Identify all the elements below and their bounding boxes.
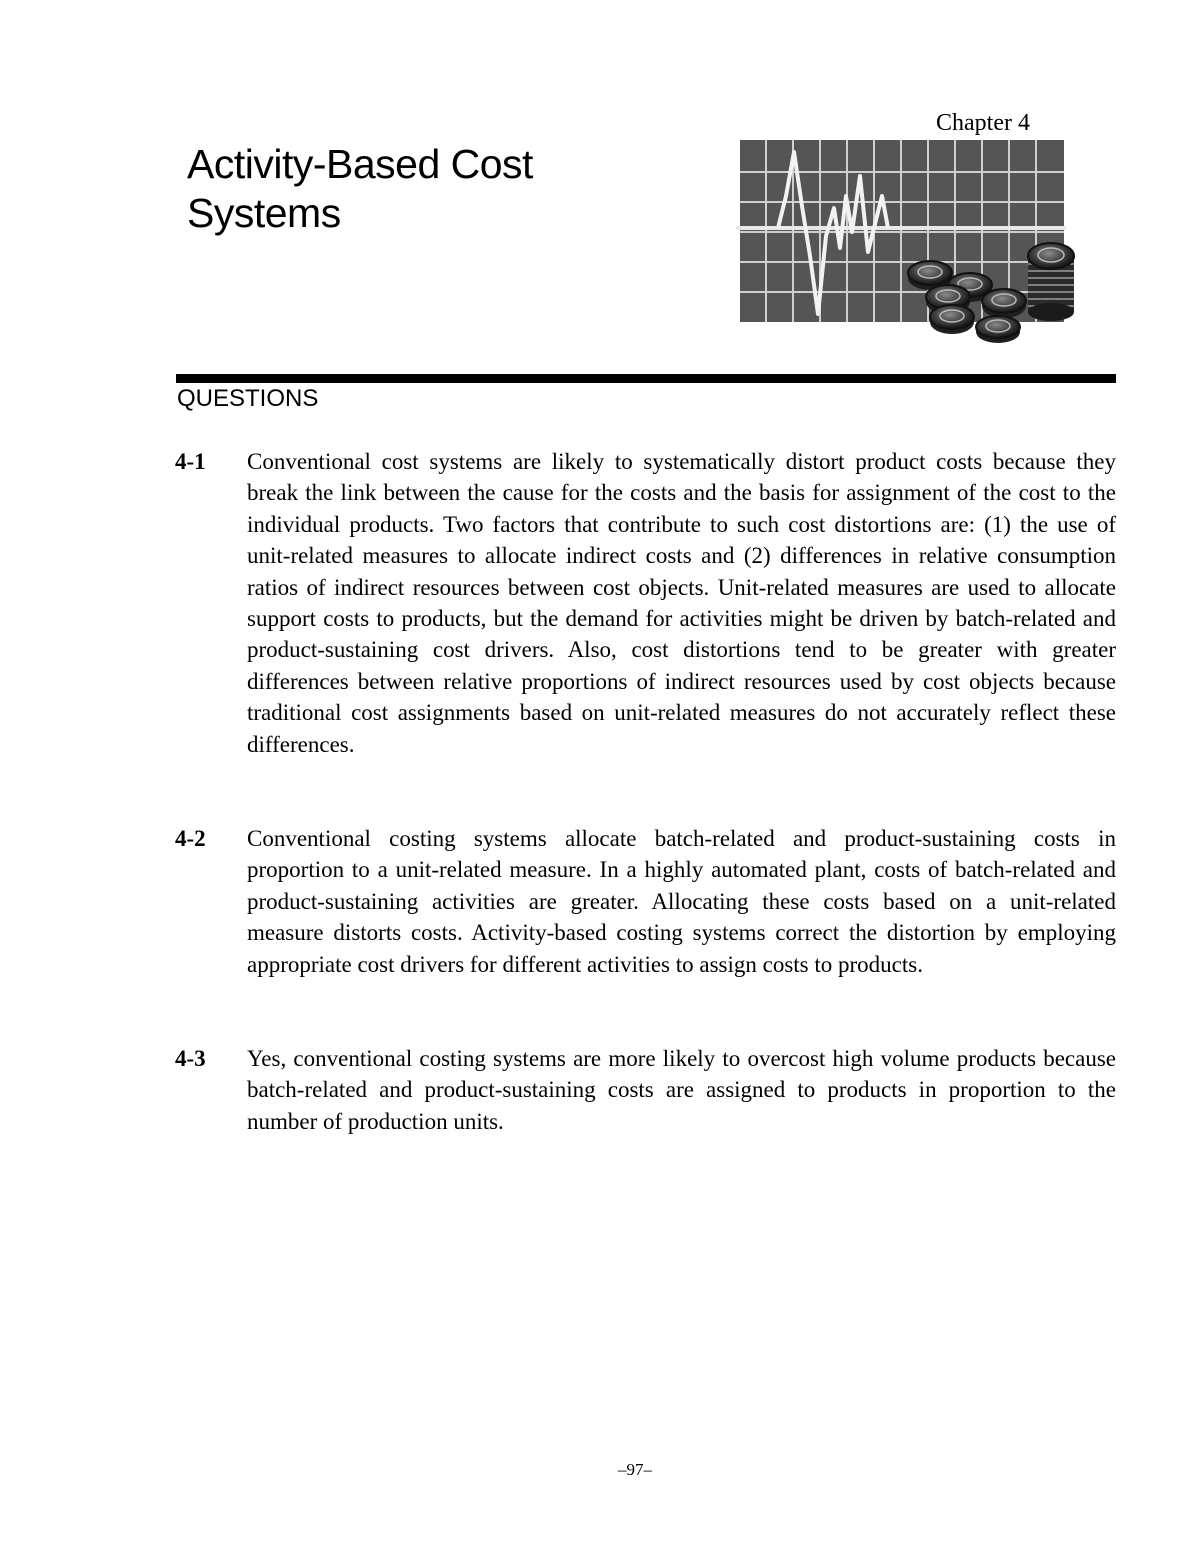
coin-stack: [1028, 243, 1074, 321]
question-number: 4-1: [175, 449, 206, 474]
chart-and-coins-illustration: [736, 136, 1080, 348]
chapter-title-line-2: Systems: [187, 190, 341, 236]
question-text: Conventional cost systems are likely to systematically distort product costs because they break the link between the cause for the costs and the basis for assignment of the cost to the individual products. Two factors that contribute to such cost distortions are: (1) the use of unit-related measures to allocate indirect costs and (2) differences in relative consumption ratios of indirect resources between cost objects. Unit-related measures are used to allocate support costs to products, but the demand for activities might be driven by batch-related and product-sustaining cost drivers. Also, cost distortions tend to be greater with greater differences between relative proportions of indirect resources used by cost objects because traditional cost assignments based on unit-related measures do not accurately reflect these differences.: [247, 449, 1116, 757]
question-item: [175, 823, 1116, 980]
chapter-label: Chapter 4: [936, 110, 1030, 136]
chapter-title: [187, 140, 707, 238]
question-text: Conventional costing systems allocate batch-related and product-sustaining costs in proportion to a unit-related measure. In a highly automated plant, costs of batch-related and product-sustaining activities are greater. Allocating these costs based on a unit-related measure distorts costs. Activity-based costing systems correct the distortion by employing appropriate cost drivers for different activities to assign costs to products.: [247, 826, 1116, 977]
question-number: 4-2: [175, 826, 206, 851]
page-number: –97–: [618, 1460, 652, 1479]
question-text: Yes, conventional costing systems are more likely to overcost high volume products because batch-related and product-sustaining costs are assigned to products in proportion to the number of production units.: [247, 1046, 1116, 1134]
section-divider: [176, 374, 1116, 383]
question-item: [175, 446, 1116, 760]
chapter-title-line-1: Activity-Based Cost: [187, 141, 533, 187]
question-number: 4-3: [175, 1046, 206, 1071]
question-item: [175, 1043, 1116, 1137]
section-heading: QUESTIONS: [177, 385, 319, 412]
